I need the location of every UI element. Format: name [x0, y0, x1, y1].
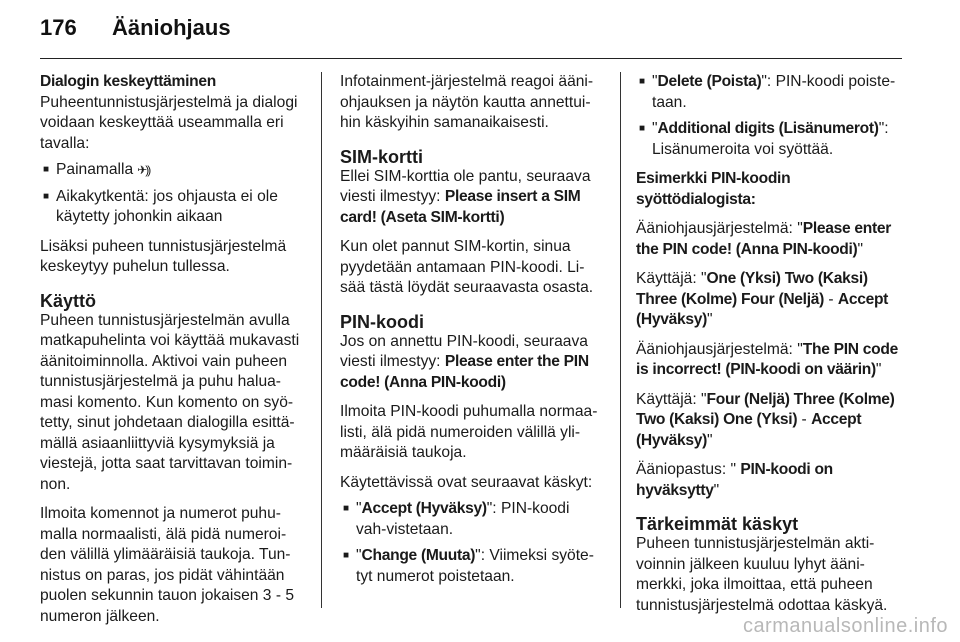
paragraph: Jos on annettu PIN-koodi, seuraava viesti ilmestyy: Please enter the PIN code! (Anna PIN-koodi): [340, 332, 589, 391]
paragraph: Puheentunnistusjärjestelmä ja dialogi voidaan keskeyttää useammalla eri tavalla:: [40, 93, 298, 152]
bullet-list: [40, 160, 308, 228]
list-item: ■ Painamalla ✈)): [40, 160, 308, 181]
paragraph: Ellei SIM-korttia ole pantu, seuraava viesti ilmestyy: Please insert a SIM card! (Aseta SIM-kortti): [340, 167, 591, 226]
command-list: [340, 499, 604, 587]
dialog-line: Käyttäjä: "One (Yksi) Two (Kaksi) Three (Kolme) Four (Neljä) - Accept (Hyväksy)": [636, 270, 889, 328]
list-item: ■ "Additional digits (Lisänumerot)": Lisänumeroita voi syöttää.: [636, 119, 904, 160]
paragraph: Puheen tunnistusjärjestelmän akti-voinnin jälkeen kuuluu lyhyt ääni-merkki, joka ilmoittaa, että puheen tunnistusjärjestelmä odottaa käskyä.: [636, 535, 888, 614]
list-item: ■ "Accept (Hyväksy)": PIN-koodi vah-vistetaan.: [340, 499, 604, 540]
paragraph: Puheen tunnistusjärjestelmän avulla matkapuhelinta voi käyttää mukavasti äänitoiminnolla. Aktivoi vain puheen tunnistusjärjestelmä ja puhu halua-masi komento. Kun komento on syö-tetty, sinut johdetaan dialogilla esittä-mällä asiaanliittyviä kysymyksiä ja viestejä, jotta saat tarvittavan toimin-non.: [40, 311, 300, 493]
column-2: [340, 72, 604, 596]
column-divider: [620, 72, 621, 608]
paragraph: Lisäksi puheen tunnistusjärjestelmä keskeytyy puhelun tullessa.: [40, 237, 287, 275]
column-divider: [321, 72, 322, 608]
paragraph: Ilmoita komennot ja numerot puhu-malla normaalisti, älä pidä numeroi-den välillä ylimääräisiä taukoja. Tun-nistus on paras, jos pidät vähintään puolen sekunnin tauon jokaisen 3 - 5 numeron jälkeen.: [40, 505, 295, 625]
heading-interrupt-dialog: Dialogin keskeyttäminen: [40, 73, 216, 90]
list-item: ■ Aikakytkentä: jos ohjausta ei ole käytetty johonkin aikaan: [40, 187, 308, 228]
list-item: ■ "Delete (Poista)": PIN-koodi poiste-taan.: [636, 72, 904, 113]
section-heading-use: Käyttö: [40, 290, 97, 311]
section-heading-pin: PIN-koodi: [340, 311, 424, 332]
voice-button-icon: ✈)): [137, 163, 150, 177]
watermark: carmanualsonline.info: [742, 615, 948, 637]
section-heading-key-commands: Tärkeimmät käskyt: [636, 514, 799, 534]
header-rule: [40, 58, 902, 59]
column-1: [40, 72, 308, 636]
paragraph: Kun olet pannut SIM-kortin, sinua pyydetään antamaan PIN-koodi. Li-sää tästä löydät seuraavasta osasta.: [340, 238, 594, 296]
paragraph: Ilmoita PIN-koodi puhumalla normaa-listi, älä pidä numeroiden välillä yli-määräisiä taukoja.: [340, 403, 598, 461]
list-item: ■ "Change (Muuta)": Viimeksi syöte-tyt numerot poistetaan.: [340, 546, 604, 587]
dialog-line: Ääniohjausjärjestelmä: "The PIN code is incorrect! (PIN-koodi on väärin)": [636, 340, 898, 378]
paragraph: Infotainment-järjestelmä reagoi ääni-ohjauksen ja näytön kautta annettui-hin käskyihin samanaikaisesti.: [340, 73, 594, 131]
dialog-line: Ääniohjausjärjestelmä: "Please enter the PIN code! (Anna PIN-koodi)": [636, 220, 892, 258]
dialog-line: Käyttäjä: "Four (Neljä) Three (Kolme) Two (Kaksi) One (Yksi) - Accept (Hyväksy)": [636, 390, 895, 449]
page-header: [40, 15, 231, 51]
command-list: [636, 72, 904, 160]
page-number: 176: [40, 15, 77, 40]
column-3: [636, 72, 904, 625]
section-heading-sim: SIM-kortti: [340, 146, 423, 167]
heading-examples: Esimerkki PIN-koodin syöttödialogista:: [636, 170, 791, 208]
page-title: Ääniohjaus: [112, 15, 231, 40]
paragraph: Käytettävissä ovat seuraavat käskyt:: [340, 473, 593, 491]
dialog-line: Ääniopastus: " PIN-koodi on hyväksytty": [636, 461, 833, 499]
